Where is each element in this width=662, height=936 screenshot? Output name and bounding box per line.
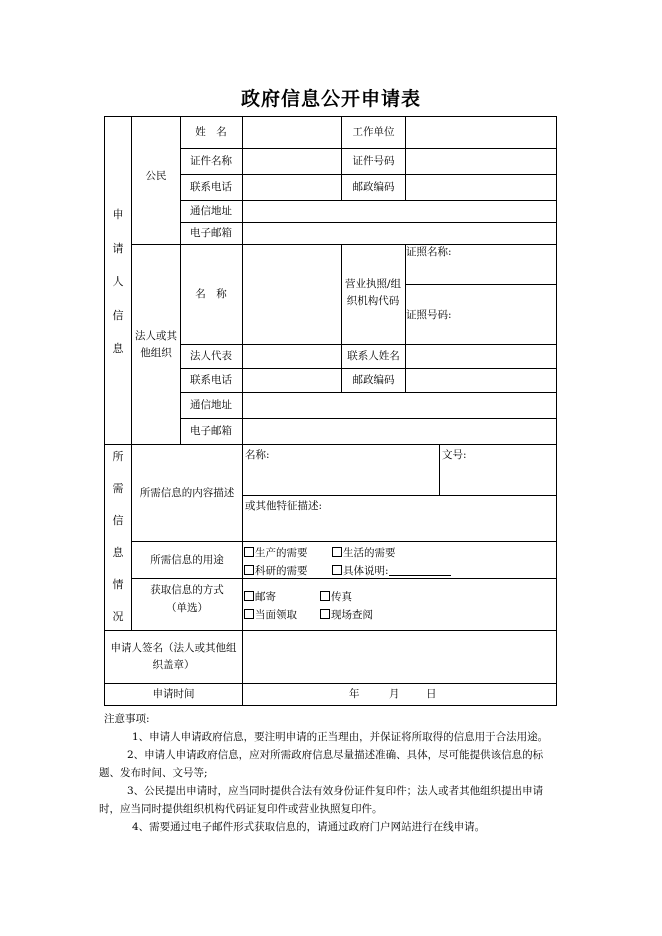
checkbox-icon	[244, 609, 254, 619]
checkbox-icon	[244, 547, 254, 557]
month-label: 月	[389, 688, 400, 700]
notes-heading: 注意事项:	[104, 713, 150, 725]
applicant-section-label: 申 请 人 信 息	[112, 208, 124, 355]
id-number-field[interactable]	[406, 149, 556, 174]
note-item: 4、需要通过电子邮件形式获取信息的，请通过政府门户网站进行在线申请。	[132, 821, 486, 833]
method-fax-checkbox[interactable]: 传真	[320, 589, 352, 604]
org-name-label: 名 称	[195, 288, 227, 300]
org-phone-field[interactable]	[243, 369, 341, 392]
checkbox-icon	[332, 547, 342, 557]
org-email-field[interactable]	[243, 419, 556, 444]
request-section-label: 所 需 信 息 情 况	[112, 450, 124, 623]
citizen-address-field[interactable]	[243, 201, 556, 222]
citizen-email-field[interactable]	[243, 223, 556, 244]
purpose-research-checkbox[interactable]: 科研的需要	[244, 563, 308, 578]
id-number-label: 证件号码	[352, 155, 395, 167]
org-phone-label: 联系电话	[190, 374, 232, 386]
org-email-label: 电子邮箱	[190, 425, 232, 437]
signature-field[interactable]	[243, 631, 556, 683]
time-label: 申请时间	[152, 688, 195, 700]
checkbox-icon	[244, 591, 254, 601]
legal-rep-label: 法人代表	[190, 350, 232, 362]
note-item: 3、公民提出申请时，应当同时提供合法有效身份证件复印件；法人或者其他组织提出申请时，应当同时提供组织机构代码证复印件或营业执照复印件。	[99, 785, 544, 815]
content-desc-label: 所需信息的内容描述	[139, 486, 235, 499]
note-item: 2、申请人申请政府信息，应对所需政府信息尽量描述准确、具体，尽可能提供该信息的标题、发布时间、文号等;	[99, 749, 544, 779]
signature-label: 申请人签名（法人或其他组织盖章）	[110, 642, 237, 671]
method-mail-checkbox[interactable]: 邮寄	[244, 589, 276, 604]
org-postcode-label: 邮政编码	[352, 374, 395, 386]
purpose-life-checkbox[interactable]: 生活的需要	[332, 545, 396, 560]
license-number-label[interactable]: 证照号码:	[406, 309, 452, 321]
note-item: 1、申请人申请政府信息，要注明申请的正当理由，并保证将所取得的信息用于合法用途。	[132, 731, 549, 743]
citizen-phone-label: 联系电话	[190, 181, 232, 193]
application-form	[104, 116, 557, 706]
org-address-label: 通信地址	[190, 399, 232, 411]
purpose-label: 所需信息的用途	[150, 553, 224, 566]
org-postcode-field[interactable]	[406, 369, 556, 392]
method-onsite-checkbox[interactable]: 现场查阅	[320, 607, 373, 622]
license-name-label[interactable]: 证照名称:	[406, 246, 452, 258]
contact-name-field[interactable]	[406, 345, 556, 368]
work-unit-label: 工作单位	[352, 126, 395, 138]
purpose-specify-checkbox[interactable]: 具体说明:	[332, 563, 451, 578]
citizen-name-field[interactable]	[243, 117, 341, 148]
purpose-production-checkbox[interactable]: 生产的需要	[244, 545, 308, 560]
citizen-label: 公民	[145, 169, 167, 182]
citizen-phone-field[interactable]	[243, 175, 341, 200]
contact-name-label: 联系人姓名	[347, 350, 400, 362]
legal-rep-field[interactable]	[243, 345, 341, 368]
year-label: 年	[349, 688, 360, 700]
method-note: （单选）	[166, 601, 208, 614]
doc-number-label[interactable]: 文号:	[442, 449, 467, 461]
id-type-label: 证件名称	[190, 155, 232, 167]
citizen-address-label: 通信地址	[190, 205, 232, 217]
checkbox-icon	[320, 609, 330, 619]
citizen-name-label: 姓 名	[195, 126, 227, 138]
org-address-field[interactable]	[243, 393, 556, 418]
method-in-person-checkbox[interactable]: 当面领取	[244, 607, 297, 622]
day-label: 日	[426, 688, 437, 700]
notes-section	[99, 710, 562, 836]
method-label: 获取信息的方式	[150, 583, 224, 596]
license-code-label: 营业执照/组织机构代码	[344, 278, 402, 307]
id-type-field[interactable]	[243, 149, 341, 174]
checkbox-icon	[332, 565, 342, 575]
other-desc-label[interactable]: 或其他特征描述:	[245, 500, 323, 512]
citizen-postcode-field[interactable]	[406, 175, 556, 200]
org-name-field[interactable]	[243, 245, 341, 344]
checkbox-icon	[320, 591, 330, 601]
org-label: 法人或其他组织	[135, 330, 177, 359]
form-title: 政府信息公开申请表	[240, 88, 421, 110]
work-unit-field[interactable]	[406, 117, 556, 148]
info-name-label[interactable]: 名称:	[245, 449, 270, 461]
citizen-email-label: 电子邮箱	[190, 227, 232, 239]
checkbox-icon	[244, 565, 254, 575]
specify-blank[interactable]	[389, 565, 451, 576]
citizen-postcode-label: 邮政编码	[352, 181, 395, 193]
